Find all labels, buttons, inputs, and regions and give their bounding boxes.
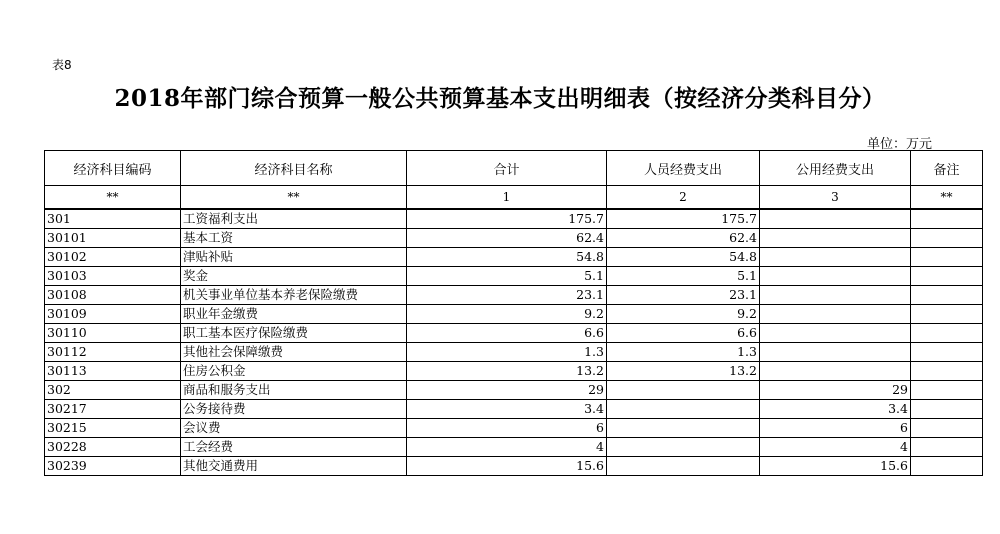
total-cell: 9.2: [407, 305, 607, 324]
table-row: [45, 248, 983, 267]
name-cell: 职业年金缴费: [181, 305, 407, 324]
total-cell: 1.3: [407, 343, 607, 362]
name-cell: 其他交通费用: [181, 457, 407, 476]
name-cell: 津贴补贴: [181, 248, 407, 267]
personnel-cell: 13.2: [607, 362, 760, 381]
name-cell: 会议费: [181, 419, 407, 438]
code-cell: 30113: [45, 362, 181, 381]
note-cell: [911, 229, 983, 248]
table-row: [45, 286, 983, 305]
note-cell: [911, 286, 983, 305]
column-header-public: 公用经费支出: [760, 151, 911, 186]
index-cell: **: [181, 186, 407, 210]
personnel-cell: 62.4: [607, 229, 760, 248]
index-cell: 3: [760, 186, 911, 210]
table-body: [45, 209, 983, 476]
public-cell: [760, 305, 911, 324]
name-cell: 机关事业单位基本养老保险缴费: [181, 286, 407, 305]
personnel-cell: [607, 457, 760, 476]
personnel-cell: [607, 381, 760, 400]
personnel-cell: 6.6: [607, 324, 760, 343]
public-cell: [760, 343, 911, 362]
note-cell: [911, 400, 983, 419]
code-cell: 30112: [45, 343, 181, 362]
header-row: [45, 151, 983, 186]
table-row: [45, 305, 983, 324]
code-cell: 30103: [45, 267, 181, 286]
column-header-name: 经济科目名称: [181, 151, 407, 186]
code-cell: 30215: [45, 419, 181, 438]
total-cell: 3.4: [407, 400, 607, 419]
table-row: [45, 362, 983, 381]
table-row: [45, 438, 983, 457]
public-cell: [760, 229, 911, 248]
code-cell: 30239: [45, 457, 181, 476]
index-row: [45, 186, 983, 210]
note-cell: [911, 457, 983, 476]
note-cell: [911, 419, 983, 438]
unit-label: 单位：万元: [866, 137, 932, 152]
public-cell: [760, 324, 911, 343]
page-title: 2018年部门综合预算一般公共预算基本支出明细表（按经济分类科目分）: [114, 85, 886, 112]
note-cell: [911, 267, 983, 286]
note-cell: [911, 248, 983, 267]
column-header-note: 备注: [911, 151, 983, 186]
personnel-cell: 9.2: [607, 305, 760, 324]
index-cell: 2: [607, 186, 760, 210]
table-row: [45, 229, 983, 248]
column-header-personnel: 人员经费支出: [607, 151, 760, 186]
note-cell: [911, 209, 983, 229]
name-cell: 其他社会保障缴费: [181, 343, 407, 362]
note-cell: [911, 324, 983, 343]
personnel-cell: [607, 438, 760, 457]
code-cell: 30102: [45, 248, 181, 267]
total-cell: 175.7: [407, 209, 607, 229]
public-cell: [760, 209, 911, 229]
note-cell: [911, 438, 983, 457]
name-cell: 职工基本医疗保险缴费: [181, 324, 407, 343]
personnel-cell: 175.7: [607, 209, 760, 229]
personnel-cell: 5.1: [607, 267, 760, 286]
name-cell: 商品和服务支出: [181, 381, 407, 400]
code-cell: 301: [45, 209, 181, 229]
personnel-cell: [607, 419, 760, 438]
note-cell: [911, 381, 983, 400]
note-cell: [911, 305, 983, 324]
note-cell: [911, 362, 983, 381]
name-cell: 工会经费: [181, 438, 407, 457]
name-cell: 公务接待费: [181, 400, 407, 419]
column-header-total: 合计: [407, 151, 607, 186]
expenditure-table: [44, 150, 983, 476]
table-row: [45, 267, 983, 286]
total-cell: 13.2: [407, 362, 607, 381]
name-cell: 工资福利支出: [181, 209, 407, 229]
public-cell: 15.6: [760, 457, 911, 476]
code-cell: 302: [45, 381, 181, 400]
code-cell: 30110: [45, 324, 181, 343]
table-number: 表8: [52, 58, 72, 72]
note-cell: [911, 343, 983, 362]
code-cell: 30228: [45, 438, 181, 457]
code-cell: 30108: [45, 286, 181, 305]
public-cell: 29: [760, 381, 911, 400]
table-row: [45, 419, 983, 438]
index-cell: **: [45, 186, 181, 210]
column-header-code: 经济科目编码: [45, 151, 181, 186]
total-cell: 5.1: [407, 267, 607, 286]
total-cell: 54.8: [407, 248, 607, 267]
public-cell: 3.4: [760, 400, 911, 419]
table-row: [45, 209, 983, 229]
name-cell: 奖金: [181, 267, 407, 286]
personnel-cell: 54.8: [607, 248, 760, 267]
public-cell: [760, 267, 911, 286]
total-cell: 15.6: [407, 457, 607, 476]
total-cell: 62.4: [407, 229, 607, 248]
personnel-cell: 23.1: [607, 286, 760, 305]
index-cell: **: [911, 186, 983, 210]
public-cell: 6: [760, 419, 911, 438]
total-cell: 23.1: [407, 286, 607, 305]
total-cell: 29: [407, 381, 607, 400]
table-row: [45, 343, 983, 362]
public-cell: [760, 362, 911, 381]
public-cell: [760, 286, 911, 305]
table-row: [45, 457, 983, 476]
index-cell: 1: [407, 186, 607, 210]
code-cell: 30101: [45, 229, 181, 248]
personnel-cell: [607, 400, 760, 419]
public-cell: 4: [760, 438, 911, 457]
table-row: [45, 400, 983, 419]
name-cell: 住房公积金: [181, 362, 407, 381]
total-cell: 6.6: [407, 324, 607, 343]
code-cell: 30217: [45, 400, 181, 419]
total-cell: 4: [407, 438, 607, 457]
table-row: [45, 324, 983, 343]
table-row: [45, 381, 983, 400]
name-cell: 基本工资: [181, 229, 407, 248]
code-cell: 30109: [45, 305, 181, 324]
public-cell: [760, 248, 911, 267]
personnel-cell: 1.3: [607, 343, 760, 362]
total-cell: 6: [407, 419, 607, 438]
